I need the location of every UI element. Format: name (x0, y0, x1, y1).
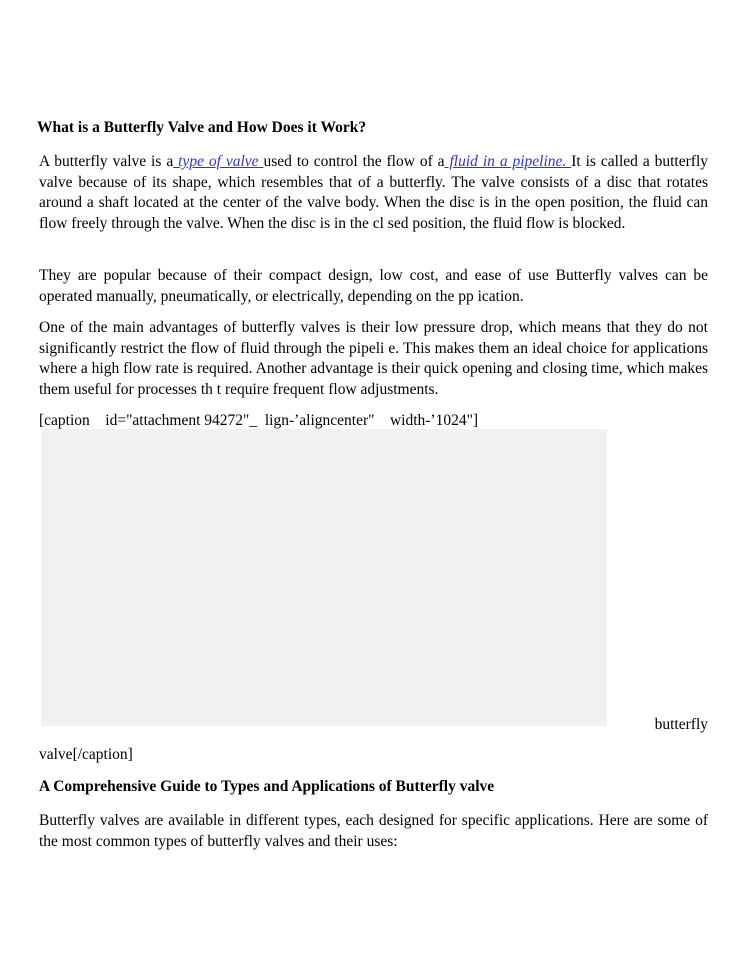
paragraph-intro (39, 152, 708, 235)
heading-what-is-butterfly-valve: What is a Butterfly Valve and How Does it Work? (37, 119, 367, 136)
intro-text-2: used to control the flow of a (263, 153, 445, 170)
caption-shortcode-close: valve[/caption] (39, 746, 133, 763)
paragraph-popularity: They are popular because of their compact design, low cost, and ease of use Butterfly valves can be operated manually, pneumatically, or electrically, depending on the pp ication. (39, 267, 708, 305)
link-type-of-valve[interactable]: type of valve (173, 153, 264, 170)
paragraph-advantages: One of the main advantages of butterfly valves is their low pressure drop, which means that they do not significantly restrict the flow of fluid through the pipeli e. This makes them an ideal choice for applications where a high flow rate is required. Another advantage is their quick opening and closing time, which makes them useful for processes th t require frequent flow adjustments. (39, 319, 708, 399)
butterfly-valve-image (41, 429, 607, 726)
caption-text: butterfly (654, 716, 708, 733)
intro-text-3: It is called a butterfly valve because of its shape, which resembles that of a butterfly. The valve consists of a disc that rotates around a shaft located at the center of the valve body. When the disc is in the open position, the fluid can flow freely through the valve. When the disc is in the cl sed position, the fluid flow is blocked. (39, 153, 709, 233)
link-fluid-in-pipeline[interactable]: fluid in a pipeline. (444, 153, 572, 170)
caption-shortcode-open: [caption id="attachment 94272"_ lign-’aligncenter" width-’1024"] (39, 412, 479, 429)
intro-text-1: A butterfly valve is a (39, 153, 174, 170)
paragraph-types-intro: Butterfly valves are available in different types, each designed for specific applications. Here are some of the most common types of butterfly valves and their uses: (39, 812, 708, 850)
heading-comprehensive-guide: A Comprehensive Guide to Types and Applications of Butterfly valve (39, 778, 495, 795)
